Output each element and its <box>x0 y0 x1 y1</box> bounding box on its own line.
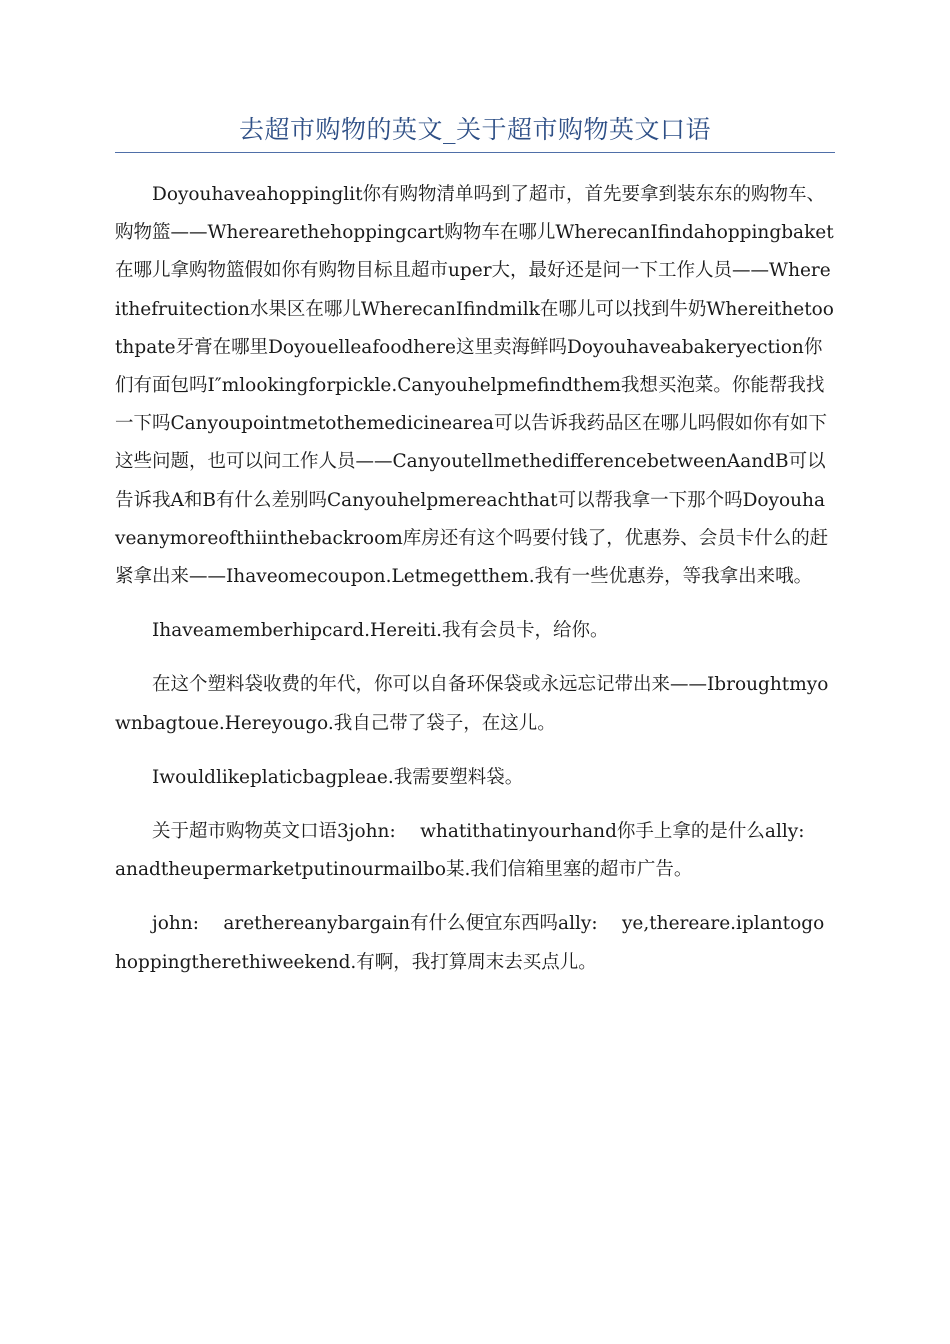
paragraph-6: john: arethereanybargain有什么便宜东西吗ally: ye,thereare.iplantogohoppingtherethiweekend.有啊，我打算周末去买点儿。 <box>115 913 825 973</box>
paragraph-3: 在这个塑料袋收费的年代，你可以自备环保袋或永远忘记带出来——Ibroughtmyownbagtoue.Hereyougo.我自己带了袋子，在这儿。 <box>115 674 829 734</box>
title-underline <box>115 152 835 153</box>
paragraph-1: Doyouhaveahoppinglit你有购物清单吗到了超市，首先要拿到装东东的购物车、购物篮——Wherearethehoppingcart购物车在哪儿WherecanIfindahoppingbaket在哪儿拿购物篮假如你有购物目标且超市uper大，最好还是问一下工作人员——Whereithefruitection水果区在哪儿WherecanIfindmilk在哪儿可以找到牛奶Whereithetoothpate牙膏在哪里Doyouelleafoodhere这里卖海鲜吗Doyouhaveabakeryection你们有面包吗I″mlookingforpickle.Canyouhelpmefindthem我想买泡菜。你能帮我找一下吗Canyoupointmetothemedicinearea可以告诉我药品区在哪儿吗假如你有如下这些问题，也可以问工作人员——CanyoutellmethedifferencebetweenAandB可以告诉我A和B有什么差别吗Canyouhelpmereachthat可以帮我拿一下那个吗Doyouhaveanymoreofthiinthebackroom库房还有这个吗要付钱了，优惠券、会员卡什么的赶紧拿出来——Ihaveomecoupon.Letmegetthem.我有一些优惠券，等我拿出来哦。 <box>115 184 834 588</box>
paragraph-2: Ihaveamemberhipcard.Hereiti.我有会员卡，给你。 <box>152 620 609 642</box>
document-body <box>115 176 835 998</box>
paragraph-4: Iwouldlikeplaticbagpleae.我需要塑料袋。 <box>152 766 524 788</box>
document-title: 去超市购物的英文_关于超市购物英文口语 <box>238 115 711 144</box>
paragraph-5: 关于超市购物英文口语3john: whatithatinyourhand你手上拿的是什么ally: anadtheupermarketputinourmailbo某.我们信箱里塞的超市广告。 <box>115 821 829 881</box>
